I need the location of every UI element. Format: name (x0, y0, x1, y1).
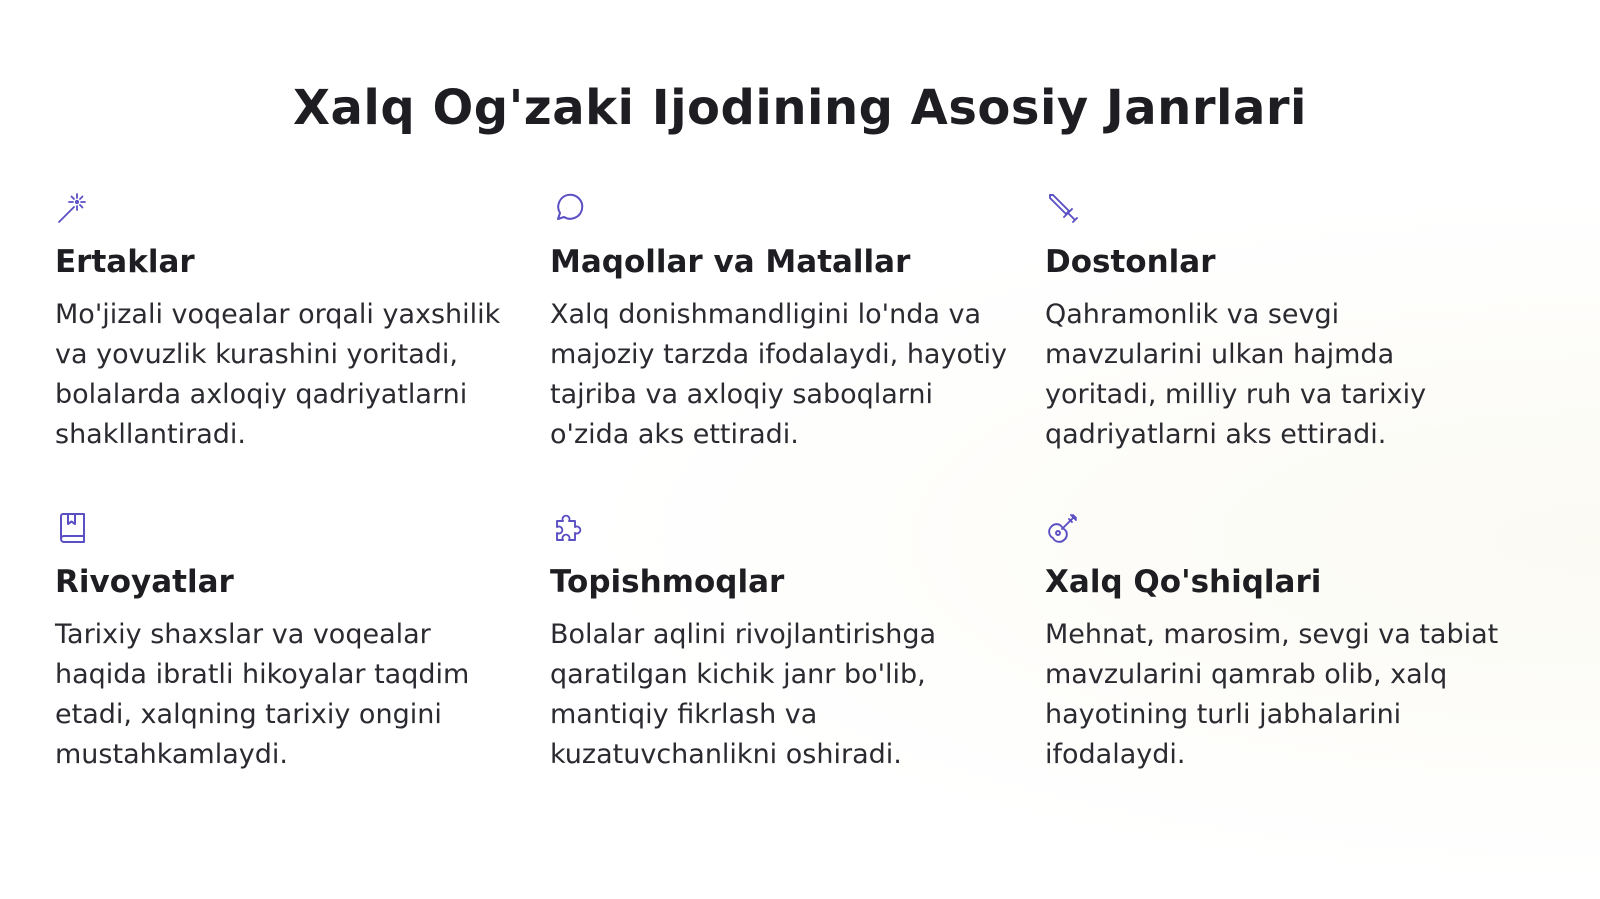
genre-grid (55, 190, 1545, 830)
genre-card-topishmoqlar (550, 510, 1045, 830)
genre-card-ertaklar (55, 190, 550, 510)
sword-icon (1045, 190, 1081, 226)
genre-card-rivoyatlar (55, 510, 550, 830)
guitar-icon (1045, 510, 1081, 546)
card-description: Qahramonlik va sevgi mavzularini ulkan hajmda yoritadi, milliy ruh va tarixiy qadriyatlarni aks ettiradi. (1045, 299, 1427, 451)
speech-bubble-icon (550, 190, 586, 226)
card-description: Tarixiy shaxslar va voqealar haqida ibratli hikoyalar taqdim etadi, xalqning tarixiy ongini mustahkamlaydi. (55, 619, 470, 771)
card-description: Mehnat, marosim, sevgi va tabiat mavzularini qamrab olib, xalq hayotining turli jabhalarini ifodalaydi. (1045, 619, 1499, 771)
page-title: Xalq Og'zaki Ijodining Asosiy Janrlari (293, 80, 1307, 136)
card-title: Rivoyatlar (55, 564, 234, 600)
card-description: Mo'jizali voqealar orqali yaxshilik va yovuzlik kurashini yoritadi, bolalarda axloqiy qadriyatlarni shakllantiradi. (55, 299, 501, 451)
genre-card-maqollar (550, 190, 1045, 510)
card-title: Dostonlar (1045, 244, 1216, 280)
book-bookmark-icon (55, 510, 91, 546)
card-title: Maqollar va Matallar (550, 244, 911, 280)
puzzle-piece-icon (550, 510, 586, 546)
magic-wand-icon (55, 190, 91, 226)
card-description: Xalq donishmandligini lo'nda va majoziy tarzda ifodalaydi, hayotiy tajriba va axloqiy saboqlarni o'zida aks ettiradi. (550, 299, 1008, 451)
genre-card-dostonlar (1045, 190, 1540, 510)
genre-card-qoshiqlar (1045, 510, 1540, 830)
card-title: Xalq Qo'shiqlari (1045, 564, 1322, 600)
card-description: Bolalar aqlini rivojlantirishga qaratilgan kichik janr bo'lib, mantiqiy fikrlash va kuzatuvchanlikni oshiradi. (550, 619, 937, 771)
card-title: Ertaklar (55, 244, 195, 280)
card-title: Topishmoqlar (550, 564, 785, 600)
